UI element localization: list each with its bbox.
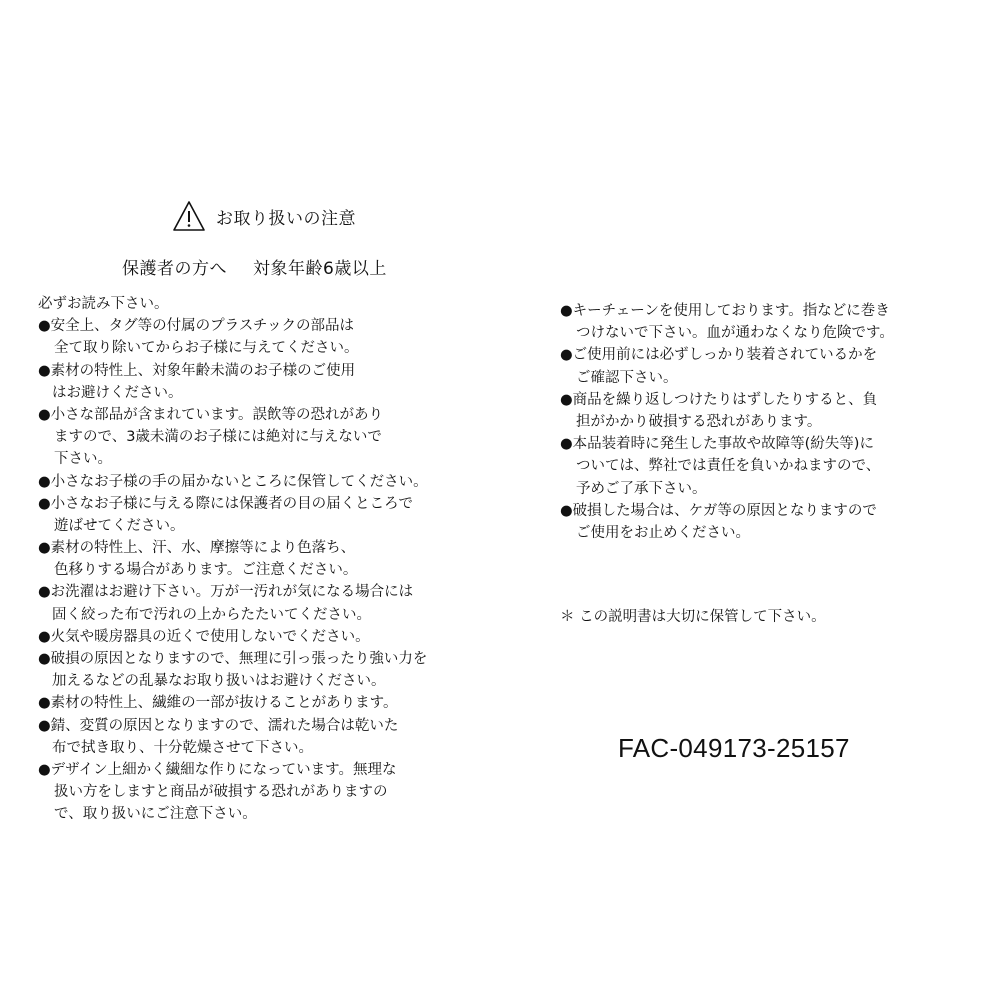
guardian-note	[122, 254, 387, 279]
caution-line: ●安全上、タグ等の付属のプラスチックの部品は	[38, 318, 354, 335]
caution-line: はお避けください。	[52, 384, 183, 401]
caution-line: ●本品装着時に発生した事故や故障等(紛失等)に	[560, 436, 874, 453]
caution-line: ●小さなお子様の手の届かないところに保管してください。	[38, 473, 428, 490]
caution-line: ●デザイン上細かく繊細な作りになっています。無理な	[38, 761, 397, 778]
caution-list-right	[560, 300, 960, 544]
caution-line: ご確認下さい。	[576, 369, 678, 386]
keep-manual-note: ＊ この説明書は大切に保管して下さい。	[560, 609, 826, 625]
caution-line: ●小さなお子様に与える際には保護者の目の届くところで	[38, 495, 414, 512]
product-code: FAC-049173-25157	[618, 733, 850, 763]
caution-line: ●ご使用前には必ずしっかり装着されているかを	[560, 347, 878, 364]
caution-line: 固く絞った布で汚れの上からたたいてください。	[52, 606, 371, 623]
caution-line: ●商品を繰り返しつけたりはずしたりすると、負	[560, 391, 878, 408]
caution-list-left	[38, 293, 468, 826]
caution-heading	[172, 198, 356, 234]
caution-line: つけないで下さい。血が通わなくなり危険です。	[576, 325, 894, 342]
caution-title: お取り扱いの注意	[216, 208, 356, 229]
caution-line: 担がかかり破損する恐れがあります。	[576, 413, 822, 430]
caution-line: ご使用をお止めください。	[576, 524, 750, 541]
caution-line: ●錆、変質の原因となりますので、濡れた場合は乾いた	[38, 717, 399, 734]
caution-line: ●素材の特性上、対象年齢未満のお子様のご使用	[38, 362, 356, 379]
caution-line: ●キーチェーンを使用しております。指などに巻き	[560, 303, 890, 319]
guardian-label: 保護者の方へ	[122, 259, 227, 279]
caution-line: ●破損の原因となりますので、無理に引っ張ったり強い力を	[38, 651, 428, 667]
caution-line: 遊ばせてください。	[54, 517, 185, 534]
caution-line: ますので、3歳未満のお子様には絶対に与えないで	[54, 429, 382, 446]
caution-line: ●破損した場合は、ケガ等の原因となりますので	[560, 502, 877, 519]
caution-line: ●小さな部品が含まれています。誤飲等の恐れがあり	[38, 406, 383, 423]
target-age-label: 対象年齢6歳以上	[253, 259, 387, 279]
caution-line: ついては、弊社では責任を負いかねますので、	[576, 458, 881, 475]
caution-line: 予めご了承下さい。	[576, 480, 707, 497]
caution-line: 色移りする場合があります。ご注意ください。	[54, 562, 358, 579]
warning-triangle-icon	[172, 200, 206, 232]
caution-line: 布で拭き取り、十分乾燥させて下さい。	[52, 739, 313, 756]
caution-line: ●素材の特性上、汗、水、摩擦等により色落ち、	[38, 540, 356, 557]
caution-line: ●火気や暖房器具の近くで使用しないでください。	[38, 628, 370, 645]
caution-line: 扱い方をしますと商品が破損する恐れがありますの	[54, 784, 388, 801]
caution-line: 加えるなどの乱暴なお取り扱いはお避けください。	[52, 673, 386, 690]
caution-line: 全て取り除いてからお子様に与えてください。	[54, 340, 359, 357]
caution-line: ●お洗濯はお避け下さい。万が一汚れが気になる場合には	[38, 584, 414, 601]
caution-line: で、取り扱いにご注意下さい。	[54, 806, 257, 823]
caution-line: ●素材の特性上、繊維の一部が抜けることがあります。	[38, 695, 398, 712]
caution-line: 必ずお読み下さい。	[38, 296, 169, 312]
caution-line: 下さい。	[54, 451, 112, 468]
